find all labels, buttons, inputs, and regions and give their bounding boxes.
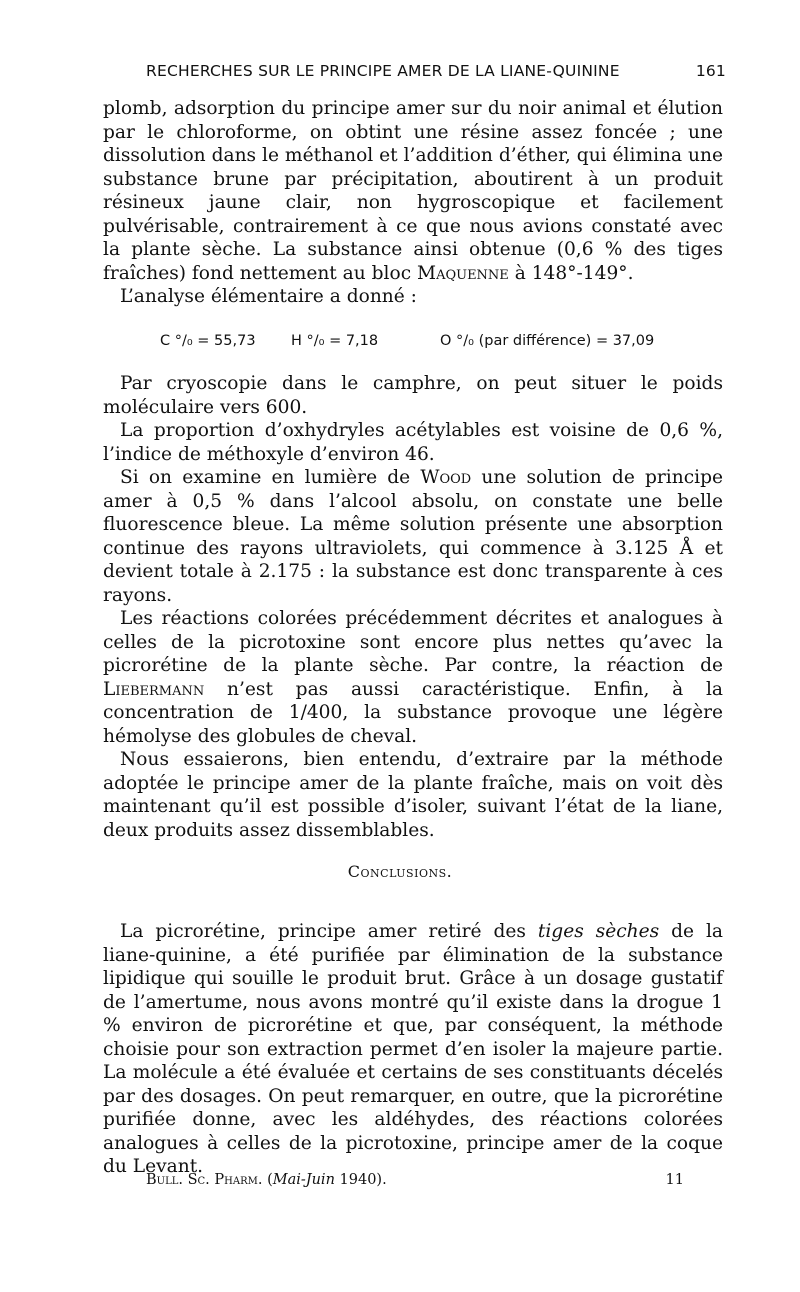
signature-mark: 11 <box>665 1172 684 1188</box>
emphasis-tiges-seches: tiges sèches <box>537 921 660 942</box>
paragraph-conclusions: La picrorétine, principe amer retiré des tiges sèches de la liane-quinine, a été purifiée par élimination de la substance lipidique qui souille le produit brut. Grâce à un dosage gustatif de l’amertume, nous avons montré qu’il existe dans la drogue 1 % environ de picrorétine et que, par conséquent, la méthode choisie pour son extraction permet d’en isoler la majeure partie. La molécule a été évaluée et certains de ses constituants décelés par des dosages. On peut remarquer, en outre, que la picrorétine purifiée donne, avec les aldéhydes, des réactions colorées analogues à celles de la picrotoxine, principe amer de la coque du Levant. <box>103 921 723 1177</box>
elemental-analysis-formula <box>160 333 680 355</box>
section-heading-conclusions: Conclusions. <box>347 862 453 881</box>
hydrogen-percentage: H °/₀ = 7,18 <box>291 333 379 349</box>
author-name-liebermann: Liebermann <box>103 678 205 700</box>
running-header <box>146 62 726 84</box>
paragraph-analysis-intro: L’analyse élémentaire a donné : <box>120 286 417 307</box>
text-block-top <box>103 97 723 309</box>
running-title: RECHERCHES SUR LE PRINCIPE AMER DE LA LIANE-QUININE <box>146 62 620 80</box>
paragraph-future-work: Nous essaierons, bien entendu, d’extraire par la méthode adoptée le principe amer de la plante fraîche, mais on voit dès maintenant qu’il est possible d’isoler, suivant l’état de la liane, deux produits assez dissemblables. <box>103 749 723 841</box>
paragraph-oxhydryles: La proportion d’oxhydryles acétylables est voisine de 0,6 %, l’indice de méthoxyle d’environ 46. <box>103 420 723 465</box>
author-name-maquenne: Maquenne <box>417 262 509 284</box>
page-number: 161 <box>695 62 726 80</box>
journal-reference: Bull. Sc. Pharm. (Mai-Juin 1940). <box>146 1172 387 1188</box>
carbon-percentage: C °/₀ = 55,73 <box>160 333 256 349</box>
paragraph-fluorescence: Si on examine en lumière de Wood une solution de principe amer à 0,5 % dans l’alcool absolu, on constate une belle fluorescence bleue. La même solution présente une absorption continue des rayons ultraviolets, qui commence à 3.125 Å et devient totale à 2.175 : la substance est donc transparente à ces rayons. <box>103 467 723 606</box>
paragraph-cryoscopy: Par cryoscopie dans le camphre, on peut situer le poids moléculaire vers 600. <box>103 373 723 418</box>
author-name-wood: Wood <box>420 467 472 488</box>
text-block-middle <box>103 372 723 842</box>
page-footer <box>146 1172 684 1194</box>
text-block-conclusions <box>103 920 723 1179</box>
paragraph-extraction: plomb, adsorption du principe amer sur du noir animal et élution par le chloroforme, on obtint une résine assez foncée ; une dissolution dans le méthanol et l’addition d’éther, qui élimina une substance brune par précipitation, aboutirent à un produit résineux jaune clair, non hygroscopique et facilement pulvérisable, contrairement à ce que nous avions constaté avec la plante sèche. La substance ainsi obtenue (0,6 % des tiges fraîches) fond nettement au bloc Maquenne à 148°-149°. <box>103 98 723 284</box>
oxygen-percentage: O °/₀ (par différence) = 37,09 <box>440 333 655 349</box>
paragraph-color-reactions: Les réactions colorées précédemment décrites et analogues à celles de la picrotoxine sont encore plus nettes qu’avec la picrorétine de la plante sèche. Par contre, la réaction de Liebermann n’est pas aussi caractéristique. Enfin, à la concentration de 1/400, la substance provoque une légère hémolyse des globules de cheval. <box>103 608 723 747</box>
